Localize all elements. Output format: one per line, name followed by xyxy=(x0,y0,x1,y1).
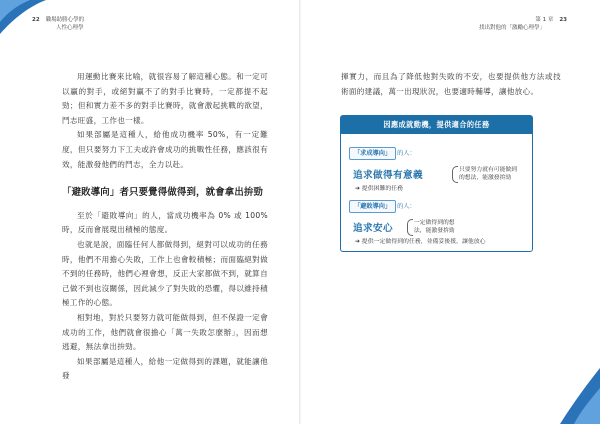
section-tag-suffix: 的人： xyxy=(397,203,416,210)
paragraph: 用運動比賽來比喻，就很容易了解這種心態。和一定可以贏的對手，或絕對贏不了的對手比賽時，一定都提不起勁；但和實力差不多的對手比賽時，就會激起挑戰的欲望，鬥志旺盛，工作也一樣。 xyxy=(62,72,268,125)
box-title: 因應成就動機，提供適合的任務 xyxy=(341,116,532,134)
paragraph: 至於「避敗導向」的人，當成功機率為 0% 或 100% 時，反而會展現出積極的態度。 xyxy=(62,210,268,235)
section-result: ➔ 提供一定做得到的任務，並備妥後援，讓他放心 xyxy=(355,239,486,245)
section-note xyxy=(459,166,517,183)
section-row xyxy=(349,166,529,184)
right-body xyxy=(341,70,561,99)
note-line: 的想法，能激發拚勁 xyxy=(459,175,512,182)
note-line: 一定做得到的想 xyxy=(414,220,455,226)
corner-decoration-icon xyxy=(560,368,600,424)
paragraph: 如果部屬是這種人，給他一定做得到的課題，就能讓他發 xyxy=(62,356,268,381)
paragraph: 揮實力，而且為了降低他對失敗的不安，也要提供他方法或技術面的建議，萬一出現狀況，也要適時輔導，讓他放心。 xyxy=(341,72,561,96)
section-result: ➔ 提供困難的任務 xyxy=(355,186,404,192)
section-tag: 「避敗導向」 xyxy=(349,200,396,213)
box-section-failure-avoidant xyxy=(349,193,529,247)
summary-box xyxy=(340,115,533,252)
left-body xyxy=(62,70,268,384)
header-title: 職場助勝心學的 xyxy=(45,17,85,23)
section-tag-suffix: 的人： xyxy=(397,150,416,157)
section-heading: 「避敗導向」者只要覺得做得到，就會拿出拚勁 xyxy=(62,187,264,199)
brace-icon xyxy=(407,219,413,236)
brace-icon xyxy=(452,166,458,183)
section-tag: 「求成導向」 xyxy=(349,147,396,160)
running-header-left xyxy=(32,16,84,32)
page-number: 22 xyxy=(32,17,40,23)
paragraph: 也就是說，面臨任何人都做得到，絕對可以成功的任務時，他們不用擔心失敗，工作上也會較積極；而面臨絕對做不到的任務時，他們心裡會想，反正大家都做不到，就算自己做不到也沒關係，因此減少了對失敗的恐懼，得以維持積極工作的心態。 xyxy=(62,239,268,308)
box-section-success-oriented xyxy=(349,140,529,194)
page-number: 23 xyxy=(559,17,567,23)
header-title: 找出對他的「激勵心理學」 xyxy=(478,25,545,31)
note-line: 只要努力就有可能做到 xyxy=(459,167,517,173)
header-subtitle: 人性心理學 xyxy=(56,25,84,31)
paragraph: 如果部屬是這種人，給他成功機率 50%，有一定難度，但只要努力下工夫或許會成功的挑戰性任務，應該很有效，能激發他們的鬥志，全力以赴。 xyxy=(62,130,268,169)
section-main-text: 追求安心 xyxy=(353,223,393,234)
note-line: 法，能激發拚勁 xyxy=(414,228,455,235)
chapter-label: 第 1 章 xyxy=(535,17,554,23)
section-note xyxy=(414,219,455,236)
section-row xyxy=(349,219,529,237)
paragraph: 相對地，對於只要努力就可能做得到，但不保證一定會成功的工作，他們就會很擔心「萬一失敗怎麼辦」，因而想逃避，無法拿出拚勁。 xyxy=(62,312,268,352)
section-main-text: 追求做得有意義 xyxy=(353,170,423,181)
running-header-right xyxy=(479,16,567,32)
